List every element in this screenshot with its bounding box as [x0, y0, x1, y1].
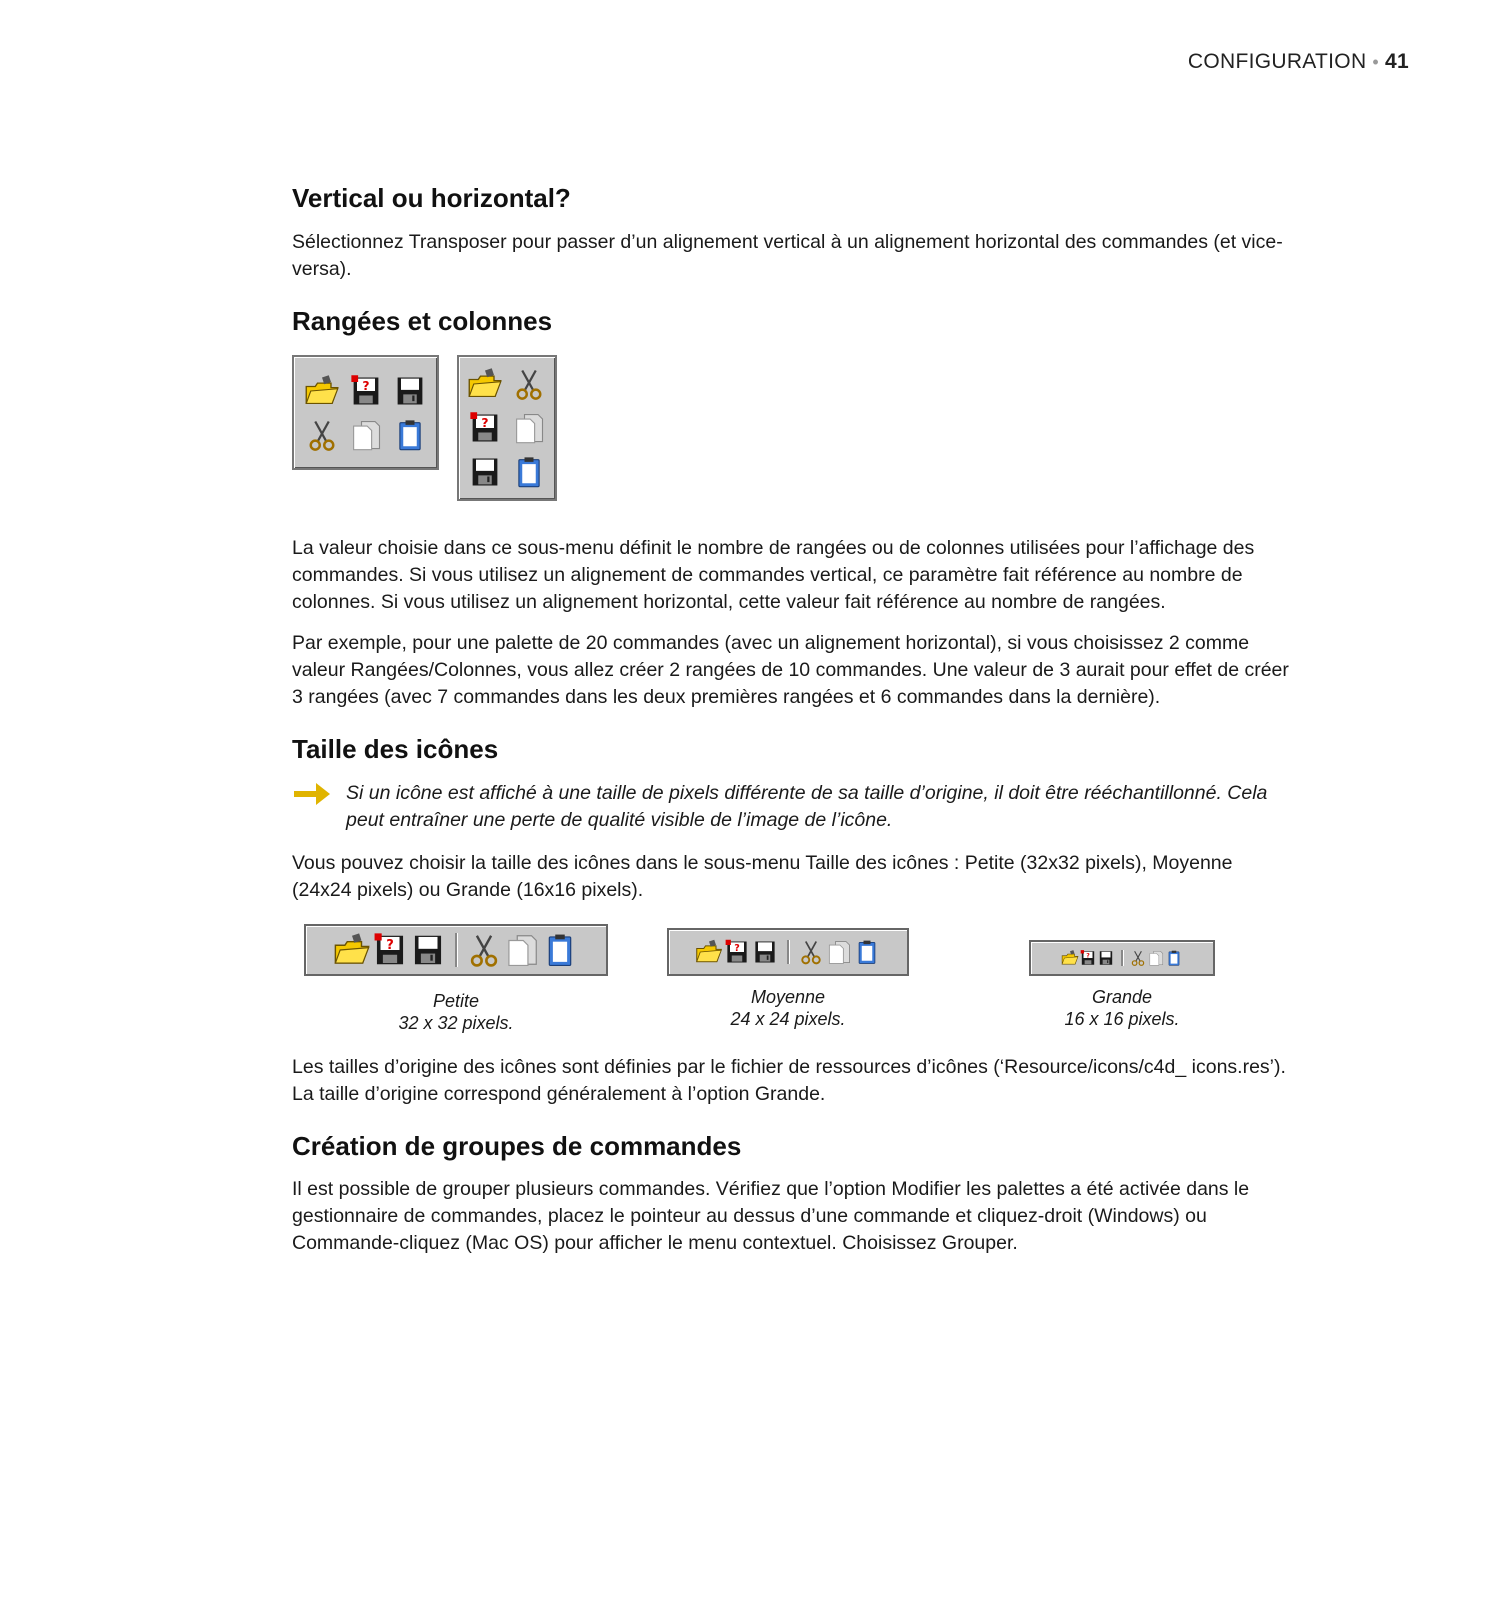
scissors-icon	[797, 938, 825, 966]
paragraph-groups: Il est possible de grouper plusieurs commandes. Vérifiez que l’option Modifier les palettes a été activée dans le gestionnaire de commandes, placez le pointeur au dessus d’une commande et cliquez-droit (Windows) ou Commande-cliquez (Mac OS) pour afficher le menu contextuel. Choisissez Grouper.	[292, 1178, 1250, 1254]
paste-icon	[541, 931, 579, 969]
save-icon	[751, 938, 779, 966]
scissors-icon	[304, 417, 340, 453]
paragraph-rows-1: La valeur choisie dans ce sous-menu définit le nombre de rangées ou de colonnes utilisées pour l’affichage des commandes. Si vous utilisez un alignement de commandes vertical, ce paramètre fait référence au nombre de colonnes. Si vous utilisez un alignement horizontal, cette valeur fait référence au nombre de rangées.	[292, 537, 1255, 613]
toolbar-large	[1029, 940, 1215, 976]
open-folder-icon	[467, 366, 503, 402]
heading-vertical: Vertical ou horizontal?	[292, 183, 571, 213]
separator-dot: •	[1372, 52, 1380, 72]
running-header	[1188, 50, 1409, 74]
help-save-icon	[371, 931, 409, 969]
paragraph-vertical: Sélectionnez Transposer pour passer d’un alignement vertical à un alignement horizontal des commandes (et vice-versa).	[292, 230, 1283, 280]
note	[292, 780, 1292, 834]
save-icon	[467, 454, 503, 490]
scissors-icon	[1129, 949, 1147, 967]
caption-medium: Moyenne 24 x 24 pixels.	[730, 986, 846, 1029]
toolbar-figure-medium	[667, 924, 909, 1030]
copy-icon	[348, 417, 384, 453]
heading-rows-columns: Rangées et colonnes	[292, 305, 553, 336]
save-icon	[409, 931, 447, 969]
open-folder-icon	[304, 373, 340, 409]
palette-horizontal	[292, 355, 439, 470]
open-folder-icon	[333, 931, 371, 969]
caption-large: Grande 16 x 16 pixels.	[1064, 986, 1180, 1029]
heading-icon-size: Taille des icônes	[292, 734, 499, 764]
caption-small: Petite 32 x 32 pixels.	[398, 990, 514, 1033]
heading-command-groups: Création de groupes de commandes	[292, 1130, 742, 1161]
section-name: CONFIGURATION	[1187, 50, 1367, 73]
arrow-right-icon	[292, 780, 332, 808]
save-icon	[1097, 949, 1115, 967]
save-icon	[392, 373, 428, 409]
help-save-icon	[348, 373, 384, 409]
copy-icon	[503, 931, 541, 969]
palette-examples	[292, 355, 1292, 501]
paragraph-icons-1: Vous pouvez choisir la taille des icônes dans le sous-menu Taille des icônes : Petite (32x32 pixels), Moyenne (24x24 pixels) ou Grande (16x16 pixels).	[292, 851, 1233, 901]
note-text: Si un icône est affiché à une taille de pixels différente de sa taille d’origine, il doit être rééchantillonné. Cela peut entraîner une perte de qualité visible de l’image de l’icône.	[346, 781, 1268, 831]
open-folder-icon	[695, 938, 723, 966]
page-number: 41	[1385, 50, 1409, 73]
toolbar-separator	[455, 933, 457, 967]
toolbar-figure-small	[304, 924, 608, 1034]
paste-icon	[511, 454, 547, 490]
toolbar-figure-large	[1029, 924, 1215, 1030]
paste-icon	[853, 938, 881, 966]
help-save-icon	[1079, 949, 1097, 967]
scissors-icon	[511, 366, 547, 402]
paste-icon	[392, 417, 428, 453]
palette-vertical	[457, 355, 557, 501]
page-content	[292, 182, 1292, 1271]
paste-icon	[1165, 949, 1183, 967]
copy-icon	[1147, 949, 1165, 967]
toolbar-medium	[667, 928, 909, 976]
copy-icon	[825, 938, 853, 966]
help-save-icon	[723, 938, 751, 966]
open-folder-icon	[1061, 949, 1079, 967]
paragraph-rows-2: Par exemple, pour une palette de 20 commandes (avec un alignement horizontal), si vous choisissez 2 comme valeur Rangées/Colonnes, vous allez créer 2 rangées de 10 commandes. Une valeur de 3 aurait pour effet de créer 3 rangées (avec 7 commandes dans les deux premières rangées et 6 commandes dans la dernière).	[292, 632, 1289, 708]
help-save-icon	[467, 410, 503, 446]
toolbar-separator	[1121, 950, 1123, 966]
paragraph-icons-2: Les tailles d’origine des icônes sont définies par le fichier de ressources d’icônes (‘Resource/icons/c4d_ icons.res’). La taille d’origine correspond généralement à l’option Grande.	[292, 1055, 1286, 1105]
scissors-icon	[465, 931, 503, 969]
toolbar-separator	[787, 940, 789, 964]
toolbar-examples	[292, 924, 1292, 1044]
copy-icon	[511, 410, 547, 446]
toolbar-small	[304, 924, 608, 976]
